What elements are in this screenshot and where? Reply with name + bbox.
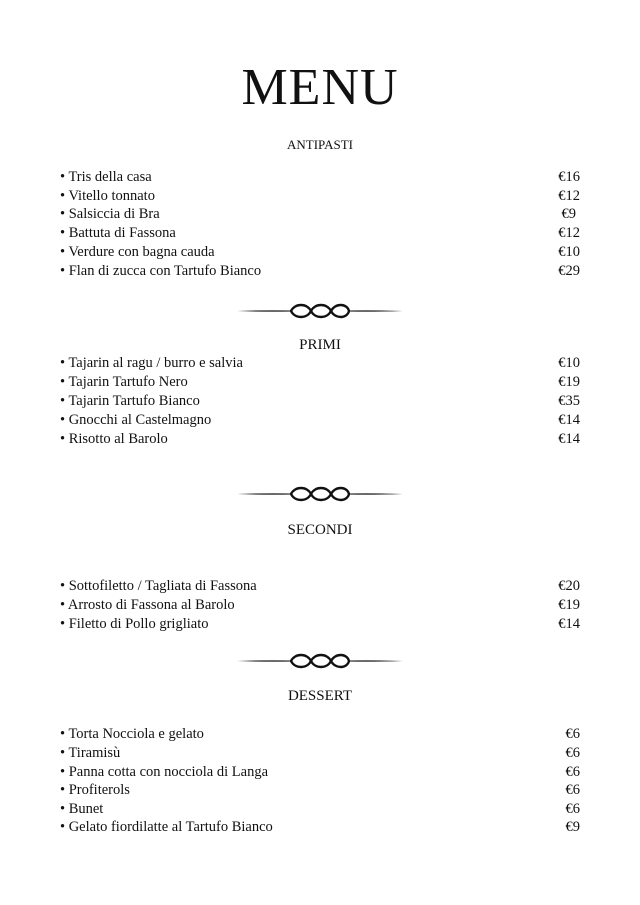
section-title-primi: PRIMI bbox=[299, 337, 341, 353]
item-name: • Tris della casa bbox=[60, 169, 152, 185]
item-price: €20 bbox=[558, 578, 580, 594]
item-price: €12 bbox=[558, 188, 580, 204]
item-name: • Tiramisù bbox=[60, 745, 121, 761]
item-name: • Battuta di Fassona bbox=[60, 225, 176, 241]
menu-item bbox=[60, 725, 580, 743]
item-name: • Tajarin Tartufo Nero bbox=[60, 374, 188, 390]
item-name: • Gelato fiordilatte al Tartufo Bianco bbox=[60, 819, 273, 835]
section-title-secondi: SECONDI bbox=[287, 522, 353, 538]
item-price: €6 bbox=[565, 745, 580, 761]
item-name: • Verdure con bagna cauda bbox=[60, 244, 215, 260]
item-price: €10 bbox=[558, 244, 580, 260]
item-price: €14 bbox=[558, 412, 580, 428]
item-price: €16 bbox=[558, 169, 580, 185]
menu-item bbox=[60, 744, 580, 762]
item-name: • Arrosto di Fassona al Barolo bbox=[60, 597, 235, 613]
menu-item bbox=[60, 411, 580, 429]
item-price: €6 bbox=[565, 801, 580, 817]
ornament-divider-icon bbox=[235, 301, 405, 321]
item-name: • Tajarin al ragu / burro e salvia bbox=[60, 355, 243, 371]
menu-item bbox=[60, 781, 580, 799]
menu-item bbox=[60, 596, 580, 614]
item-price: €12 bbox=[558, 225, 580, 241]
menu-item bbox=[60, 763, 580, 781]
item-price: €6 bbox=[565, 782, 580, 798]
item-name: • Bunet bbox=[60, 801, 104, 817]
item-name: • Gnocchi al Castelmagno bbox=[60, 412, 212, 428]
item-name: • Tajarin Tartufo Bianco bbox=[60, 393, 200, 409]
ornament-divider-icon bbox=[235, 651, 405, 671]
menu-item bbox=[60, 392, 580, 410]
menu-item bbox=[60, 818, 580, 836]
section-title-dessert: DESSERT bbox=[287, 688, 353, 704]
item-name: • Torta Nocciola e gelato bbox=[60, 726, 204, 742]
item-name: • Vitello tonnato bbox=[60, 188, 155, 204]
menu-item bbox=[60, 577, 580, 595]
menu-item bbox=[60, 243, 580, 261]
item-price: €10 bbox=[558, 355, 580, 371]
menu-item bbox=[60, 205, 580, 223]
item-price: €14 bbox=[558, 616, 580, 632]
item-name: • Flan di zucca con Tartufo Bianco bbox=[60, 263, 262, 279]
item-name: • Panna cotta con nocciola di Langa bbox=[60, 764, 268, 780]
menu-item bbox=[60, 615, 580, 633]
menu-item bbox=[60, 373, 580, 391]
menu-item bbox=[60, 187, 580, 205]
item-price: €6 bbox=[565, 764, 580, 780]
ornament-divider-icon bbox=[235, 484, 405, 504]
item-name: • Filetto di Pollo grigliato bbox=[60, 616, 209, 632]
menu-item bbox=[60, 262, 580, 280]
menu-item bbox=[60, 430, 580, 448]
item-price: €35 bbox=[558, 393, 580, 409]
item-price: €19 bbox=[558, 374, 580, 390]
menu-item bbox=[60, 224, 580, 242]
menu-title: MENU bbox=[241, 59, 399, 116]
item-name: • Profiterols bbox=[60, 782, 130, 798]
item-price: €6 bbox=[565, 726, 580, 742]
item-price: €9 bbox=[565, 819, 580, 835]
menu-item bbox=[60, 800, 580, 818]
item-price: €29 bbox=[558, 263, 580, 279]
menu-item bbox=[60, 354, 580, 372]
item-name: • Salsiccia di Bra bbox=[60, 206, 160, 222]
item-name: • Risotto al Barolo bbox=[60, 431, 168, 447]
item-price: €9 bbox=[561, 206, 576, 222]
menu-item bbox=[60, 168, 580, 186]
section-title-antipasti: ANTIPASTI bbox=[287, 137, 353, 152]
item-price: €14 bbox=[558, 431, 580, 447]
item-name: • Sottofiletto / Tagliata di Fassona bbox=[60, 578, 257, 594]
item-price: €19 bbox=[558, 597, 580, 613]
